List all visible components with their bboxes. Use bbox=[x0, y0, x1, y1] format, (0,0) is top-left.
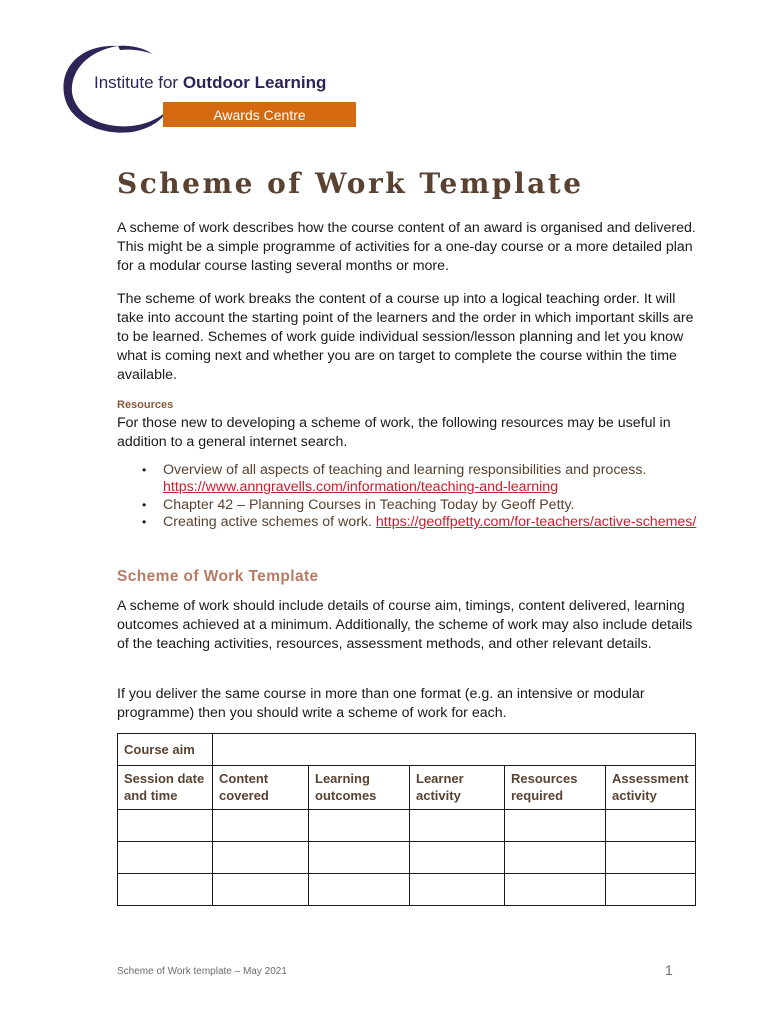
course-aim-label: Course aim bbox=[118, 734, 213, 766]
table-cell[interactable] bbox=[309, 874, 410, 906]
table-cell[interactable] bbox=[309, 842, 410, 874]
table-cell[interactable] bbox=[410, 842, 505, 874]
resource-text: Creating active schemes of work. bbox=[163, 514, 372, 531]
table-cell[interactable] bbox=[309, 810, 410, 842]
intro-paragraph-1: A scheme of work describes how the course content of an award is organised and delivered. This might be a simple programme of activities for a one-day course or a more detailed plan for a modular course lasting several months or more. bbox=[117, 220, 696, 274]
column-header: Session date and time bbox=[118, 766, 213, 810]
table-cell[interactable] bbox=[213, 842, 309, 874]
bullet-icon: • bbox=[142, 497, 147, 512]
table-cell[interactable] bbox=[505, 810, 606, 842]
logo-name-regular: Institute for bbox=[94, 73, 183, 92]
template-section-heading: Scheme of Work Template bbox=[117, 568, 319, 585]
resource-link[interactable]: https://www.anngravells.com/information/teaching-and-learning bbox=[163, 479, 559, 496]
column-header: Assessment activity bbox=[606, 766, 696, 810]
template-paragraph-1: A scheme of work should include details of course aim, timings, content delivered, learning outcomes achieved at a minimum. Additionally, the scheme of work may also include details of the teaching activities, resources, assessment methods, and other relevant details. bbox=[117, 598, 693, 652]
table-cell[interactable] bbox=[606, 810, 696, 842]
table-cell[interactable] bbox=[505, 842, 606, 874]
resource-text: Overview of all aspects of teaching and learning responsibilities and process. bbox=[163, 462, 647, 478]
column-header: Learner activity bbox=[410, 766, 505, 810]
resources-heading: Resources bbox=[117, 399, 174, 411]
logo-wordmark bbox=[94, 73, 326, 93]
resource-link[interactable]: https://geoffpetty.com/for-teachers/active-schemes/ bbox=[375, 514, 697, 531]
resources-intro: For those new to developing a scheme of work, the following resources may be useful in addition to a general internet search. bbox=[117, 415, 671, 450]
table-cell[interactable] bbox=[118, 842, 213, 874]
logo-badge: Awards Centre bbox=[163, 102, 356, 127]
table-row-course-aim bbox=[118, 734, 696, 766]
footer-text: Scheme of Work template – May 2021 bbox=[117, 966, 287, 977]
intro-paragraph-2: The scheme of work breaks the content of a course up into a logical teaching order. It will take into account the starting point of the learners and the order in which important skills are to be learned. Schemes of work guide individual session/lesson planning and let you know what is coming next and whether you are on target to complete the course within the time available. bbox=[117, 291, 694, 383]
logo bbox=[58, 40, 358, 140]
table-cell[interactable] bbox=[118, 874, 213, 906]
column-header: Content covered bbox=[213, 766, 309, 810]
table-cell[interactable] bbox=[213, 810, 309, 842]
template-paragraph-2: If you deliver the same course in more than one format (e.g. an intensive or modular programme) then you should write a scheme of work for each. bbox=[117, 686, 645, 721]
column-header: Resources required bbox=[505, 766, 606, 810]
bullet-icon: • bbox=[142, 515, 147, 530]
table-cell[interactable] bbox=[606, 842, 696, 874]
logo-name-bold: Outdoor Learning bbox=[182, 73, 327, 92]
list-item bbox=[117, 497, 701, 514]
course-aim-cell[interactable] bbox=[213, 734, 696, 766]
table-row bbox=[118, 842, 696, 874]
list-item bbox=[117, 462, 701, 497]
table-cell[interactable] bbox=[410, 810, 505, 842]
page-title: Scheme of Work Template bbox=[117, 167, 584, 200]
list-item bbox=[117, 514, 701, 531]
table-header-row bbox=[118, 766, 696, 810]
table-cell[interactable] bbox=[118, 810, 213, 842]
resource-text: Chapter 42 – Planning Courses in Teaching Today by Geoff Petty. bbox=[163, 496, 575, 513]
table-cell[interactable] bbox=[410, 874, 505, 906]
table-cell[interactable] bbox=[606, 874, 696, 906]
table-cell[interactable] bbox=[213, 874, 309, 906]
bullet-icon: • bbox=[142, 463, 147, 477]
page-number: 1 bbox=[665, 962, 673, 978]
resources-list bbox=[117, 462, 701, 532]
table-row bbox=[118, 874, 696, 906]
column-header: Learning outcomes bbox=[309, 766, 410, 810]
table-cell[interactable] bbox=[505, 874, 606, 906]
table-row bbox=[118, 810, 696, 842]
scheme-of-work-table bbox=[117, 733, 696, 906]
